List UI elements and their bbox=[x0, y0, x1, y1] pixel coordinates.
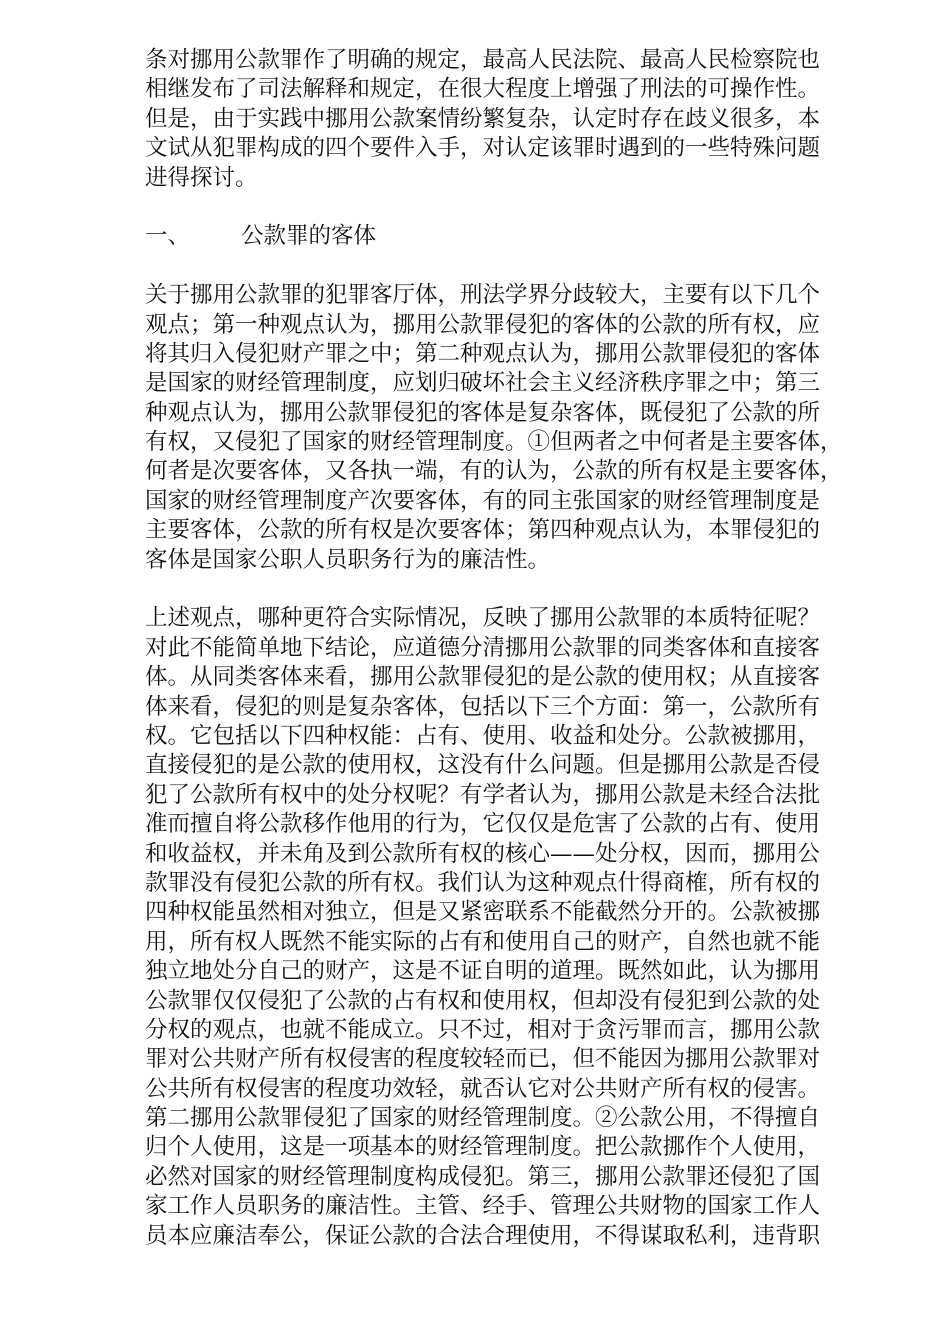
text-line: 体。从同类客体来看，挪用公款罪侵犯的是公款的使用权；从直接客 bbox=[145, 664, 821, 691]
text-line: 关于挪用公款罪的犯罪客厅体，刑法学界分歧较大，主要有以下几个 bbox=[145, 282, 821, 309]
text-line: 公款罪仅仅侵犯了公款的占有权和使用权，但却没有侵犯到公款的处 bbox=[145, 987, 821, 1014]
text-line: 有权，又侵犯了国家的财经管理制度。①但两者之中何者是主要客体， bbox=[145, 429, 843, 456]
text-line: 权。它包括以下四种权能：占有、使用、收益和处分。公款被挪用， bbox=[145, 722, 821, 749]
paragraph-spacer bbox=[145, 193, 865, 222]
paragraph-analysis bbox=[145, 604, 865, 1251]
text-line: 归个人使用，这是一项基本的财经管理制度。把公款挪作个人使用， bbox=[145, 1134, 821, 1161]
text-line: 员本应廉洁奉公，保证公款的合法合理使用，不得谋取私利，违背职 bbox=[145, 1222, 821, 1249]
text-line: 上述观点，哪种更符合实际情况，反映了挪用公款罪的本质特征呢？ bbox=[145, 605, 821, 632]
text-line: 主要客体，公款的所有权是次要客体；第四种观点认为，本罪侵犯的 bbox=[145, 517, 821, 544]
paragraph-spacer bbox=[145, 252, 865, 281]
text-line: 何者是次要客体，又各执一端，有的认为，公款的所有权是主要客体， bbox=[145, 458, 843, 485]
text-line: 将其归入侵犯财产罪之中；第二种观点认为，挪用公款罪侵犯的客体 bbox=[145, 340, 821, 367]
text-line: 进得探讨。 bbox=[145, 164, 258, 191]
paragraph-object-views bbox=[145, 281, 865, 575]
section-number: 一、 bbox=[145, 223, 191, 250]
text-line: 文试从犯罪构成的四个要件入手，对认定该罪时遇到的一些特殊问题 bbox=[145, 135, 821, 162]
text-line: 观点；第一种观点认为，挪用公款罪侵犯的客体的公款的所有权，应 bbox=[145, 311, 821, 338]
text-line: 家工作人员职务的廉洁性。主管、经手、管理公共财物的国家工作人 bbox=[145, 1193, 821, 1220]
text-line: 条对挪用公款罪作了明确的规定，最高人民法院、最高人民检察院也 bbox=[145, 47, 821, 73]
text-line: 种观点认为，挪用公款罪侵犯的客体是复杂客体，既侵犯了公款的所 bbox=[145, 399, 821, 426]
text-line: 体来看，侵犯的则是复杂客体，包括以下三个方面：第一，公款所有 bbox=[145, 693, 821, 720]
text-line: 但是，由于实践中挪用公款案情纷繁复杂，认定时存在歧义很多，本 bbox=[145, 105, 821, 132]
text-line: 分权的观点，也就不能成立。只不过，相对于贪污罪而言，挪用公款 bbox=[145, 1016, 821, 1043]
text-line: 款罪没有侵犯公款的所有权。我们认为这种观点什得商榷，所有权的 bbox=[145, 869, 821, 896]
text-line: 第二挪用公款罪侵犯了国家的财经管理制度。②公款公用，不得擅自 bbox=[145, 1105, 821, 1132]
text-line: 对此不能简单地下结论，应道德分清挪用公款罪的同类客体和直接客 bbox=[145, 634, 821, 661]
text-line: 和收益权，并未角及到公款所有权的核心——处分权，因而，挪用公 bbox=[145, 840, 821, 867]
text-line: 国家的财经管理制度产次要客体，有的同主张国家的财经管理制度是 bbox=[145, 487, 821, 514]
document-page bbox=[145, 46, 865, 1251]
text-line: 公共所有权侵害的程度功效轻，就否认它对公共财产所有权的侵害。 bbox=[145, 1075, 821, 1102]
text-line: 相继发布了司法解释和规定，在很大程度上增强了刑法的可操作性。 bbox=[145, 76, 821, 103]
text-line: 必然对国家的财经管理制度构成侵犯。第三，挪用公款罪还侵犯了国 bbox=[145, 1163, 821, 1190]
text-line: 用，所有权人既然不能实际的占有和使用自己的财产，自然也就不能 bbox=[145, 928, 821, 955]
paragraph-spacer bbox=[145, 575, 865, 604]
section-heading bbox=[145, 222, 865, 251]
intro-paragraph bbox=[145, 46, 865, 193]
text-line: 直接侵犯的是公款的使用权，这没有什么问题。但是挪用公款是否侵 bbox=[145, 752, 821, 779]
text-line: 罪对公共财产所有权侵害的程度较轻而已，但不能因为挪用公款罪对 bbox=[145, 1046, 821, 1073]
text-line: 犯了公款所有权中的处分权呢？有学者认为，挪用公款是未经合法批 bbox=[145, 781, 821, 808]
text-line: 独立地处分自己的财产，这是不证自明的道理。既然如此，认为挪用 bbox=[145, 958, 821, 985]
text-line: 客体是国家公职人员职务行为的廉洁性。 bbox=[145, 546, 551, 573]
text-line: 是国家的财经管理制度，应划归破坏社会主义经济秩序罪之中；第三 bbox=[145, 370, 821, 397]
text-line: 准而擅自将公款移作他用的行为，它仅仅是危害了公款的占有、使用 bbox=[145, 811, 821, 838]
section-title: 公款罪的客体 bbox=[241, 223, 377, 250]
text-line: 四种权能虽然相对独立，但是又紧密联系不能截然分开的。公款被挪 bbox=[145, 899, 821, 926]
